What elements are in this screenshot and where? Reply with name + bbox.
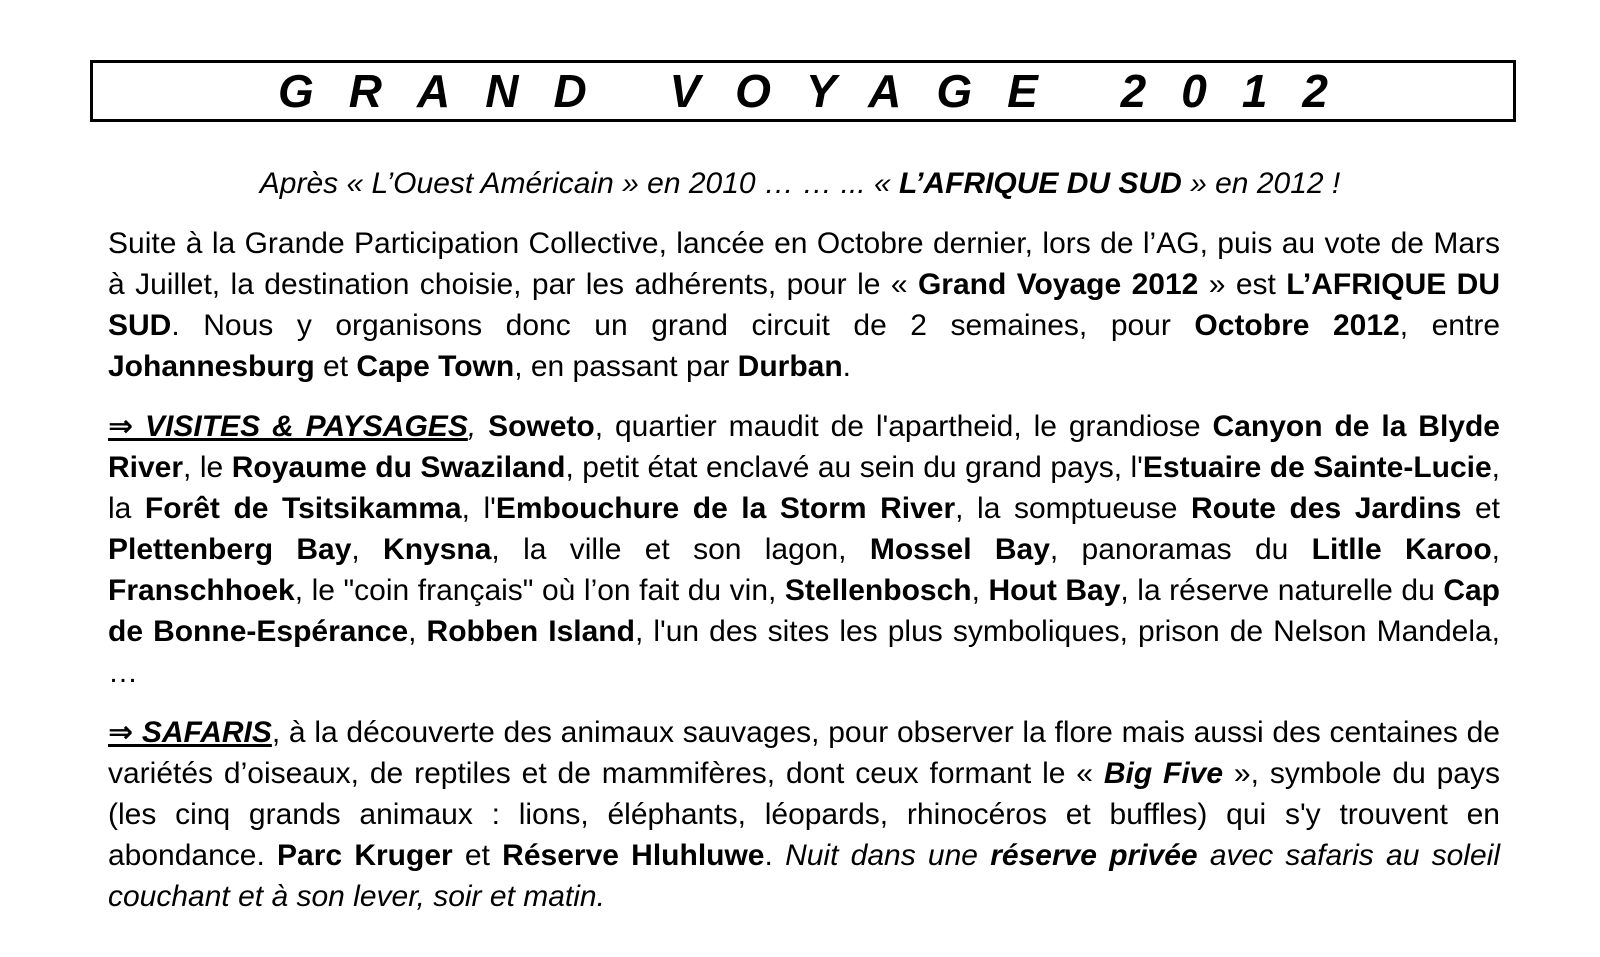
text-run: Cap de Bonne-Espérance — [108, 574, 1500, 648]
text-run: Litlle Karoo — [1311, 533, 1492, 566]
text-run: » est — [1198, 268, 1287, 301]
text-run: , — [351, 533, 384, 566]
text-run: et — [452, 839, 503, 872]
text-run: Plettenberg Bay — [108, 533, 352, 566]
text-run: Nuit dans une — [785, 839, 991, 872]
text-run: et — [1461, 492, 1501, 525]
text-run: Forêt de Tsitsikamma — [144, 492, 462, 525]
text-run: » en 2012 ! — [1181, 167, 1341, 200]
text-run: Réserve Hluhluwe — [502, 839, 765, 872]
text-run: Après « L’Ouest Américain » en 2010 … … ... « — [259, 167, 899, 200]
text-run: Royaume du Swaziland — [231, 451, 566, 484]
text-run: », symbole du pays (les cinq grands animaux : lions, éléphants, léopards, rhinocéros et buffles) qui s'y trouvent en abondance. — [108, 757, 1500, 872]
text-run: Soweto — [488, 410, 595, 443]
text-run: avec safaris au soleil couchant et à son lever, soir et matin. — [108, 839, 1500, 913]
text-run: , la — [108, 451, 1501, 525]
text-run: , entre — [1399, 309, 1500, 342]
text-run: , en passant par — [514, 350, 738, 383]
text-run: Estuaire de Sainte-Lucie — [1142, 451, 1492, 484]
text-run: Octobre 2012 — [1194, 309, 1400, 342]
text-run: Stellenbosch — [784, 574, 972, 607]
text-run: , la ville et son lagon, — [491, 533, 870, 566]
text-run: Canyon de la Blyde River — [108, 410, 1500, 484]
text-run: réserve privée — [990, 839, 1198, 872]
text-run: . Nous y organisons donc un grand circuit de 2 semaines, pour — [171, 309, 1195, 342]
text-run: , — [1491, 533, 1500, 566]
text-run: , la réserve naturelle du — [1120, 574, 1444, 607]
text-run: , le — [183, 451, 232, 484]
text-run: Franschhoek — [108, 574, 295, 607]
paragraph-safaris — [108, 712, 1500, 917]
text-run: Mossel Bay — [869, 533, 1050, 566]
text-run: , à la découverte des animaux sauvages, pour observer la flore mais aussi des centaines de variétés d’oiseaux, de reptiles et de mammifères, dont ceux formant le « — [108, 716, 1500, 790]
text-run: Embouchure de la Storm River — [495, 492, 956, 525]
text-run: Route des Jardins — [1190, 492, 1462, 525]
text-run: ⇒ VISITES & PAYSAGES — [108, 410, 468, 443]
text-run: Knysna — [383, 533, 492, 566]
text-run: , — [408, 615, 427, 648]
text-run: . — [842, 350, 852, 383]
text-run: , quartier maudit de l'apartheid, le grandiose — [594, 410, 1213, 443]
subtitle — [0, 164, 1600, 204]
text-run: , le "coin français" où l’on fait du vin, — [294, 574, 785, 607]
text-run: Hout Bay — [988, 574, 1121, 607]
text-run: et — [314, 350, 357, 383]
text-run: Robben Island — [426, 615, 635, 648]
text-run: L’AFRIQUE DU SUD — [898, 167, 1182, 200]
text-run: , petit état enclavé au sein du grand pays, l' — [565, 451, 1143, 484]
page-title: GRAND VOYAGE 2012 — [278, 65, 1363, 117]
text-run: Parc Kruger — [277, 839, 453, 872]
text-run: Suite à la Grande Participation Collective, lancée en Octobre dernier, lors de l’AG, puis au vote de Mars à Juillet, la destination choisie, par les adhérents, pour le « — [108, 227, 1500, 301]
text-run: , l'un des sites les plus symboliques, prison de Nelson Mandela, … — [108, 615, 1501, 689]
paragraph-visites-paysages — [108, 406, 1500, 693]
text-run: Durban — [737, 350, 843, 383]
paragraph-intro — [108, 223, 1500, 387]
text-run: Grand Voyage 2012 — [917, 268, 1199, 301]
text-run: , — [971, 574, 989, 607]
text-run: Big Five — [1103, 757, 1224, 790]
text-run: , l' — [461, 492, 496, 525]
title-box — [90, 60, 1516, 122]
text-run: , panoramas du — [1049, 533, 1312, 566]
text-run: . — [764, 839, 786, 872]
text-run: L’AFRIQUE DU SUD — [108, 268, 1501, 342]
text-run: ⇒ SAFARIS — [108, 716, 272, 749]
text-run: Johannesburg — [108, 350, 315, 383]
text-run: Cape Town — [356, 350, 515, 383]
text-run: , la somptueuse — [955, 492, 1191, 525]
text-run: , — [467, 410, 489, 443]
